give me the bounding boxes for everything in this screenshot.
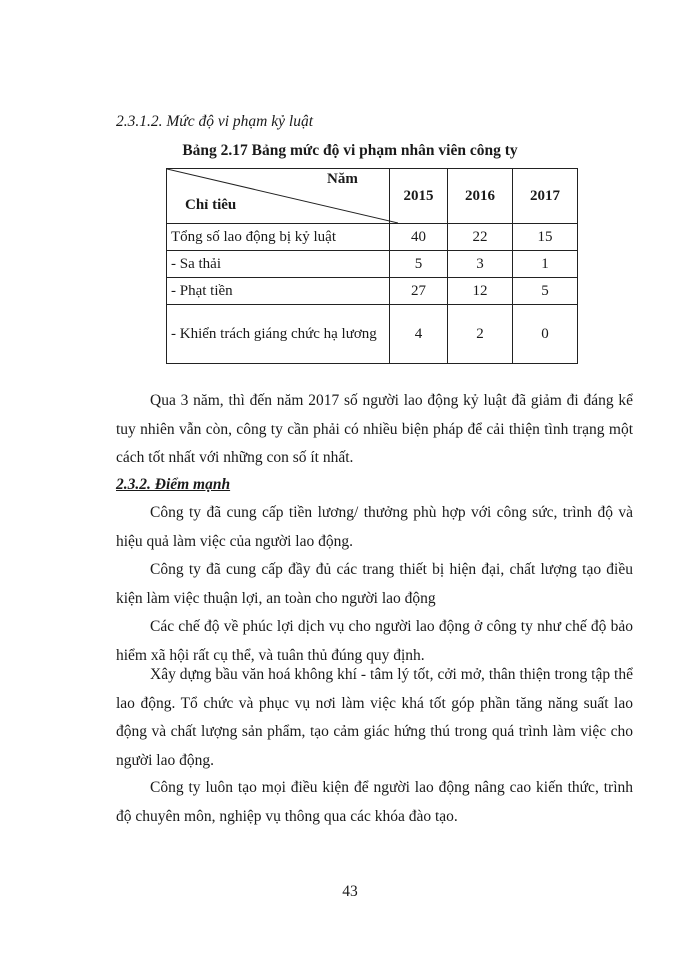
paragraph: Công ty đã cung cấp đầy đủ các trang thiết bị hiện đại, chất lượng tạo điều kiện làm việc thuận lợi, an toàn cho người lao động bbox=[116, 561, 633, 607]
year-header-2015: 2015 bbox=[390, 169, 448, 224]
subsection-heading: 2.3.1.2. Mức độ vi phạm kỷ luật bbox=[116, 113, 313, 130]
summary-paragraph: Qua 3 năm, thì đến năm 2017 số người lao động kỷ luật đã giảm đi đáng kể tuy nhiên vẫn còn, công ty cần phải có nhiều biện pháp để cải thiện tình trạng một cách tốt nhất với những con số ít nhất. bbox=[116, 392, 633, 466]
cell-value: 12 bbox=[448, 278, 513, 305]
row-label: - Khiển trách giáng chức hạ lương bbox=[167, 305, 390, 364]
cell-value: 5 bbox=[390, 251, 448, 278]
table-row bbox=[167, 305, 578, 364]
header-criteria-label: Chỉ tiêu bbox=[185, 197, 237, 213]
cell-value: 3 bbox=[448, 251, 513, 278]
section-title: 2.3.2. Điểm mạnh bbox=[116, 476, 231, 493]
table-row bbox=[167, 278, 578, 305]
cell-value: 2 bbox=[448, 305, 513, 364]
diagonal-line bbox=[167, 169, 398, 223]
table-row bbox=[167, 224, 578, 251]
cell-value: 27 bbox=[390, 278, 448, 305]
violation-table bbox=[166, 168, 578, 364]
row-label: - Sa thải bbox=[167, 251, 390, 278]
header-year-label: Năm bbox=[327, 171, 358, 187]
page-number: 43 bbox=[342, 883, 358, 900]
paragraph: Xây dựng bầu văn hoá không khí - tâm lý tốt, cởi mở, thân thiện trong tập thể lao động. Tổ chức và phục vụ nơi làm việc khá tốt góp phần tăng năng suất lao động và chất lượng sản phẩm, tạo cảm giác hứng thú trong quá trình làm việc cho người lao động. bbox=[116, 666, 633, 769]
cell-value: 15 bbox=[513, 224, 578, 251]
cell-value: 5 bbox=[513, 278, 578, 305]
table-caption: Bảng 2.17 Bảng mức độ vi phạm nhân viên công ty bbox=[182, 142, 518, 159]
table-header-row bbox=[167, 169, 578, 224]
row-label: - Phạt tiền bbox=[167, 278, 390, 305]
row-label: Tổng số lao động bị kỷ luật bbox=[167, 224, 390, 251]
header-diagonal-cell bbox=[167, 169, 390, 224]
paragraph: Công ty đã cung cấp tiền lương/ thưởng phù hợp với công sức, trình độ và hiệu quả làm việc của người lao động. bbox=[116, 504, 633, 550]
table-row bbox=[167, 251, 578, 278]
paragraph: Các chế độ về phúc lợi dịch vụ cho người lao động ở công ty như chế độ bảo hiểm xã hội rất cụ thể, và tuân thủ đúng quy định. bbox=[116, 618, 633, 664]
cell-value: 40 bbox=[390, 224, 448, 251]
cell-value: 0 bbox=[513, 305, 578, 364]
cell-value: 1 bbox=[513, 251, 578, 278]
cell-value: 4 bbox=[390, 305, 448, 364]
paragraph: Công ty luôn tạo mọi điều kiện để người lao động nâng cao kiến thức, trình độ chuyên môn, nghiệp vụ thông qua các khóa đào tạo. bbox=[116, 779, 633, 825]
year-header-2017: 2017 bbox=[513, 169, 578, 224]
cell-value: 22 bbox=[448, 224, 513, 251]
year-header-2016: 2016 bbox=[448, 169, 513, 224]
